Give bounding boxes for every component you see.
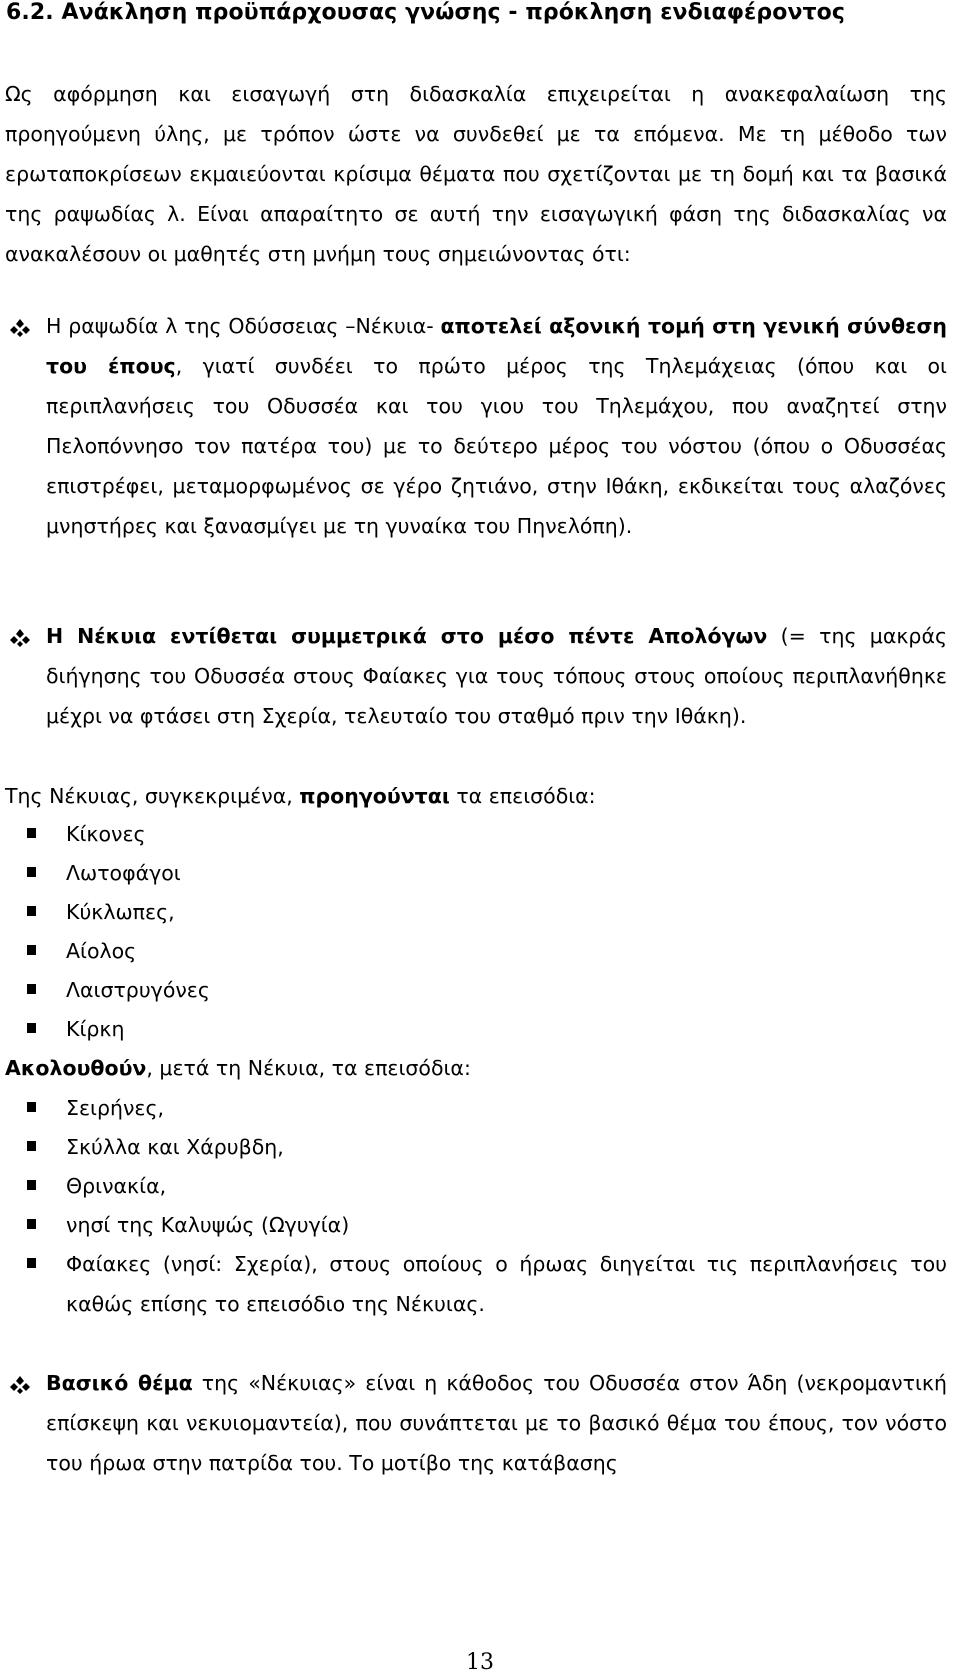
following-episodes-line [5,1048,471,1088]
bullet3-emphasis: Βασικό θέμα [46,1371,193,1395]
bullet1-emphasis: αποτελεί αξονική τομή στη γενική σύνθεση του έπους [46,314,948,378]
diamond-bullet-icon [8,628,32,648]
preceding-episodes-line [5,776,596,816]
list-item: Κύκλωπες, [66,900,175,924]
bullet2-emphasis: Η Νέκυια εντίθεται συμμετρικά στο μέσο πέντε Απολόγων [46,624,768,648]
diamond-bullet-icon [8,318,32,338]
list-item: Φαίακες (νησί: Σχερία), στους οποίους ο ήρωας διηγείται τις περιπλανήσεις του καθώς επίσης το επεισόδιο της Νέκυιας. [66,1252,947,1316]
page-number: 13 [466,1650,494,1675]
list-item: νησί της Καλυψώς (Ωγυγία) [66,1213,350,1237]
diamond-bullet-icon [8,1375,32,1395]
square-bullet-icon [27,1219,36,1229]
bullet1-text-post: , γιατί συνδέει το πρώτο μέρος της Τηλεμάχειας (όπου και οι περιπλανήσεις του Οδυσσέα και του γιου του Τηλεμάχου, που αναζητεί στην Πελοπόννησο τον πατέρα του) με το δεύτερο μέρος του νόστου (όπου ο Οδυσσέας επιστρέφει, μεταμορφωμένος σε γέρο ζητιάνο, στην Ιθάκη, εκδικείται τους αλαζόνες μνηστήρες και ξανασμίγει με τη γυναίκα του Πηνελόπη). [46,354,947,538]
square-bullet-icon [27,945,36,955]
list-item: Λαιστρυγόνες [66,978,210,1002]
square-bullet-icon [27,828,36,838]
following-emphasis: Ακολουθούν [5,1056,147,1080]
preceding-emphasis: προηγούνται [299,784,450,808]
square-bullet-icon [27,1180,36,1190]
square-bullet-icon [27,906,36,916]
list-item: Λωτοφάγοι [66,861,181,885]
list-item: Σειρήνες, [66,1096,165,1120]
bullet3-text-post: της «Νέκυιας» είναι η κάθοδος του Οδυσσέα στον Άδη (νεκρομαντική επίσκεψη και νεκυιομαντεία), που συνάπτεται με το βασικό θέμα του έπους, τον νόστο του ήρωα στην πατρίδα του. Το μοτίβο της κατάβασης [46,1371,947,1475]
square-bullet-icon [27,1023,36,1033]
list-item: Σκύλλα και Χάρυβδη, [66,1135,284,1159]
square-bullet-icon [27,867,36,877]
list-item: Κίρκη [66,1017,125,1041]
preceding-text-post: τα επεισόδια: [449,784,596,808]
list-item: Αίολος [66,939,137,963]
list-item: Θρινακία, [66,1174,167,1198]
section-heading: 6.2. Ανάκληση προϋπάρχουσας γνώσης - πρόκληση ενδιαφέροντος [6,0,846,25]
preceding-text-pre: Της Νέκυιας, συγκεκριμένα, [5,784,300,808]
bullet-neikyia-center [46,616,947,736]
bullet1-text-pre: Η ραψωδία λ της Οδύσσειας –Νέκυια- [46,314,441,338]
following-text-post: , μετά τη Νέκυια, τα επεισόδια: [146,1056,471,1080]
square-bullet-icon [27,1102,36,1112]
bullet-neikyia-structure [46,306,947,546]
intro-paragraph: Ως αφόρμηση και εισαγωγή στη διδασκαλία επιχειρείται η ανακεφαλαίωση της προηγούμενη ύλης, με τρόπον ώστε να συνδεθεί με τα επόμενα. Με τη μέθοδο των ερωταποκρίσεων εκμαιεύονται κρίσιμα θέματα που σχετίζονται με τη δομή και τα βασικά της ραψωδίας λ. Είναι απαραίτητο σε αυτή την εισαγωγική φάση της διδασκαλίας να ανακαλέσουν οι μαθητές στη μνήμη τους σημειώνοντας ότι: [5,82,947,266]
bullet-main-theme [46,1363,947,1483]
square-bullet-icon [27,984,36,994]
bullet2-text-post: (= της μακράς διήγησης του Οδυσσέα στους Φαίακες για τους τόπους στους οποίους περιπλανήθηκε μέχρι να φτάσει στη Σχερία, τελευταίο του σταθμό πριν την Ιθάκη). [46,624,947,728]
square-bullet-icon [27,1258,36,1268]
list-item: Κίκονες [66,822,146,846]
square-bullet-icon [27,1141,36,1151]
